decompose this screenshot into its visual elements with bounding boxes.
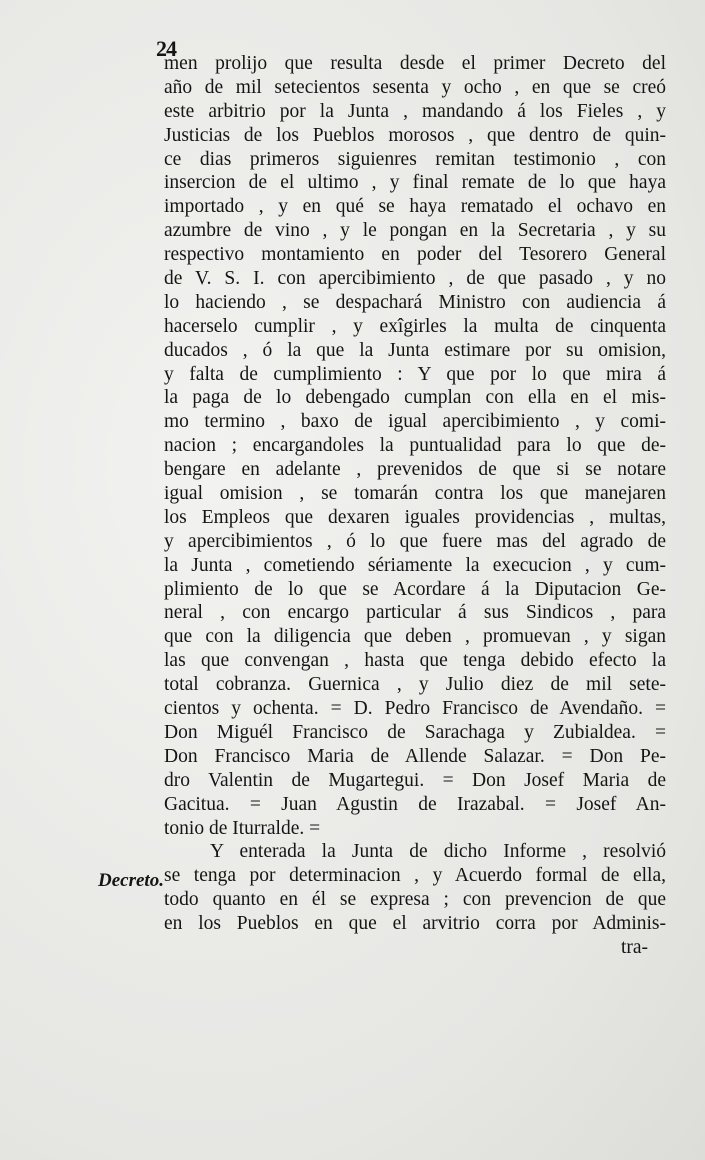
text-line: cientos y ochenta. = D. Pedro Francisco de Avendaño. = bbox=[164, 698, 666, 720]
catchword: tra- bbox=[620, 936, 648, 958]
text-line: azumbre de vino , y le pongan en la Secretaria , y su bbox=[164, 220, 666, 242]
text-line: y falta de cumplimiento : Y que por lo que mira á bbox=[164, 363, 666, 385]
page-body bbox=[164, 52, 666, 960]
text-line: lo haciendo , se despachará Ministro con audiencia á bbox=[164, 291, 666, 313]
text-line: Gacitua. = Juan Agustin de Irazabal. = Josef An- bbox=[164, 793, 666, 815]
text-line: las que convengan , hasta que tenga debido efecto la bbox=[164, 650, 666, 672]
text-line: Don Francisco Maria de Allende Salazar. = Don Pe- bbox=[164, 745, 666, 767]
text-line: respectivo montamiento en poder del Tesorero General bbox=[164, 244, 666, 266]
paragraph-1 bbox=[164, 52, 666, 840]
text-line: los Empleos que dexaren iguales providencias , multas, bbox=[164, 506, 666, 528]
text-line: Y enterada la Junta de dicho Informe , resolvió bbox=[210, 841, 666, 863]
text-line: en los Pueblos en que el arvitrio corra por Adminis- bbox=[164, 913, 666, 935]
text-line: ce dias primeros siguienres remitan testimonio , con bbox=[164, 148, 666, 170]
text-line: la paga de lo debengado cumplan con ella en el mis- bbox=[164, 387, 666, 409]
text-line: que con la diligencia que deben , promuevan , y sigan bbox=[164, 626, 666, 648]
text-line: tonio de Iturralde. = bbox=[164, 817, 321, 839]
text-line: men prolijo que resulta desde el primer Decreto del bbox=[164, 53, 666, 74]
text-line: la Junta , cometiendo sériamente la execucion , y cum- bbox=[164, 554, 666, 576]
text-line: se tenga por determinacion , y Acuerdo formal de ella, bbox=[164, 865, 666, 887]
text-line: igual omision , se tomarán contra los que manejaren bbox=[164, 483, 666, 505]
text-line: y apercibimientos , ó lo que fuere mas del agrado de bbox=[164, 530, 666, 552]
text-line: total cobranza. Guernica , y Julio diez de mil sete- bbox=[164, 674, 666, 696]
text-line: Don Miguél Francisco de Sarachaga y Zubialdea. = bbox=[164, 721, 666, 743]
text-line: todo quanto en él se expresa ; con prevencion de que bbox=[164, 889, 666, 911]
page-number: 24 bbox=[156, 36, 176, 61]
text-line: plimiento de lo que se Acordare á la Diputacion Ge- bbox=[164, 578, 666, 600]
marginal-note: Decreto. bbox=[98, 870, 164, 891]
text-line: hacerselo cumplir , y exîgirles la multa de cinquenta bbox=[164, 315, 666, 337]
text-line: este arbitrio por la Junta , mandando á los Fieles , y bbox=[164, 100, 666, 122]
text-line: Justicias de los Pueblos morosos , que dentro de quin- bbox=[164, 124, 666, 146]
text-line: bengare en adelante , prevenidos de que si se notare bbox=[164, 459, 666, 481]
paragraph-2 bbox=[164, 840, 666, 936]
text-line: importado , y en qué se haya rematado el ochavo en bbox=[164, 196, 666, 218]
text-line: ducados , ó la que la Junta estimare por su omision, bbox=[164, 339, 666, 361]
text-line: insercion de el ultimo , y final remate de lo que haya bbox=[164, 172, 666, 194]
text-line: de V. S. I. con apercibimiento , de que pasado , y no bbox=[164, 268, 666, 290]
text-line: neral , con encargo particular á sus Sindicos , para bbox=[164, 602, 666, 624]
text-line: dro Valentin de Mugartegui. = Don Josef Maria de bbox=[164, 769, 666, 791]
text-line: año de mil setecientos sesenta y ocho , en que se creó bbox=[164, 76, 666, 98]
text-line: mo termino , baxo de igual apercibimiento , y comi- bbox=[164, 411, 666, 433]
text-line: nacion ; encargandoles la puntualidad para lo que de- bbox=[164, 435, 666, 457]
